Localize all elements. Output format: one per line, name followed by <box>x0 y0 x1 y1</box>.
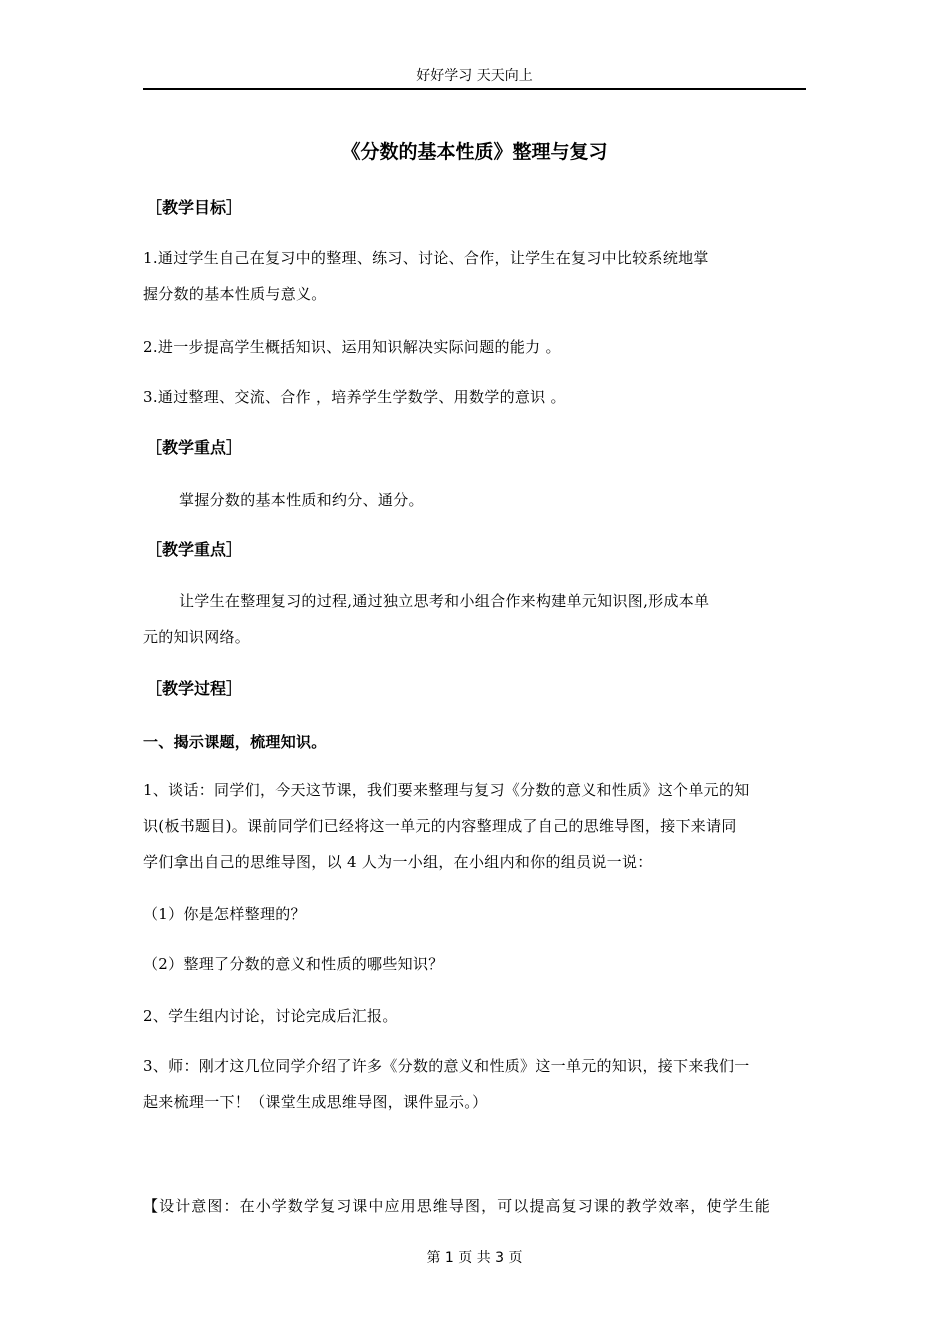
goal-1-line-2: 握分数的基本性质与意义。 <box>143 285 327 303</box>
heading-teaching-goals: ［教学目标］ <box>146 198 243 217</box>
goal-1-line-1: 1.通过学生自己在复习中的整理、练习、讨论、合作，让学生在复习中比较系统地掌 <box>143 249 709 267</box>
goal-1 <box>143 240 806 312</box>
step-1-line-2: 识(板书题目)。课前同学们已经将这一单元的内容整理成了自己的思维导图，接下来请同 <box>143 817 737 835</box>
document-title: 《分数的基本性质》整理与复习 <box>341 141 608 163</box>
part-1-heading: 一、揭示课题，梳理知识。 <box>143 733 327 751</box>
difficulty-text <box>143 583 806 655</box>
design-intent-note: 【设计意图：在小学数学复习课中应用思维导图，可以提高复习课的教学效率，使学生能 <box>143 1197 771 1215</box>
page-footer: 第 1 页 共 3 页 <box>426 1250 523 1266</box>
goal-3: 3.通过整理、交流、合作 ，培养学生学数学、用数学的意识 。 <box>143 388 566 406</box>
step-3-line-2: 起来梳理一下！（课堂生成思维导图，课件显示。） <box>143 1093 488 1111</box>
question-1: （1）你是怎样整理的？ <box>143 905 306 923</box>
page-header: 好好学习 天天向上 <box>416 68 533 84</box>
heading-teaching-difficulties: ［教学重点］ <box>146 540 243 559</box>
key-points-text: 掌握分数的基本性质和约分、通分。 <box>179 491 424 509</box>
goal-2: 2.进一步提高学生概括知识、运用知识解决实际问题的能力 。 <box>143 338 561 356</box>
header-rule <box>143 88 806 90</box>
heading-teaching-process: ［教学过程］ <box>146 679 243 698</box>
step-3 <box>143 1048 806 1120</box>
step-3-line-1: 3、师：刚才这几位同学介绍了许多《分数的意义和性质》这一单元的知识，接下来我们一 <box>143 1057 750 1075</box>
step-1-line-3: 学们拿出自己的思维导图，以 4 人为一小组，在小组内和你的组员说一说： <box>143 853 653 871</box>
step-1 <box>143 772 806 880</box>
heading-teaching-key-points: ［教学重点］ <box>146 438 243 457</box>
step-1-line-1: 1、谈话：同学们，今天这节课，我们要来整理与复习《分数的意义和性质》这个单元的知 <box>143 781 750 799</box>
difficulty-line-2: 元的知识网络。 <box>143 628 251 646</box>
step-2: 2、学生组内讨论，讨论完成后汇报。 <box>143 1007 398 1025</box>
question-2: （2）整理了分数的意义和性质的哪些知识？ <box>143 955 444 973</box>
difficulty-line-1: 让学生在整理复习的过程,通过独立思考和小组合作来构建单元知识图,形成本单 <box>179 592 710 610</box>
